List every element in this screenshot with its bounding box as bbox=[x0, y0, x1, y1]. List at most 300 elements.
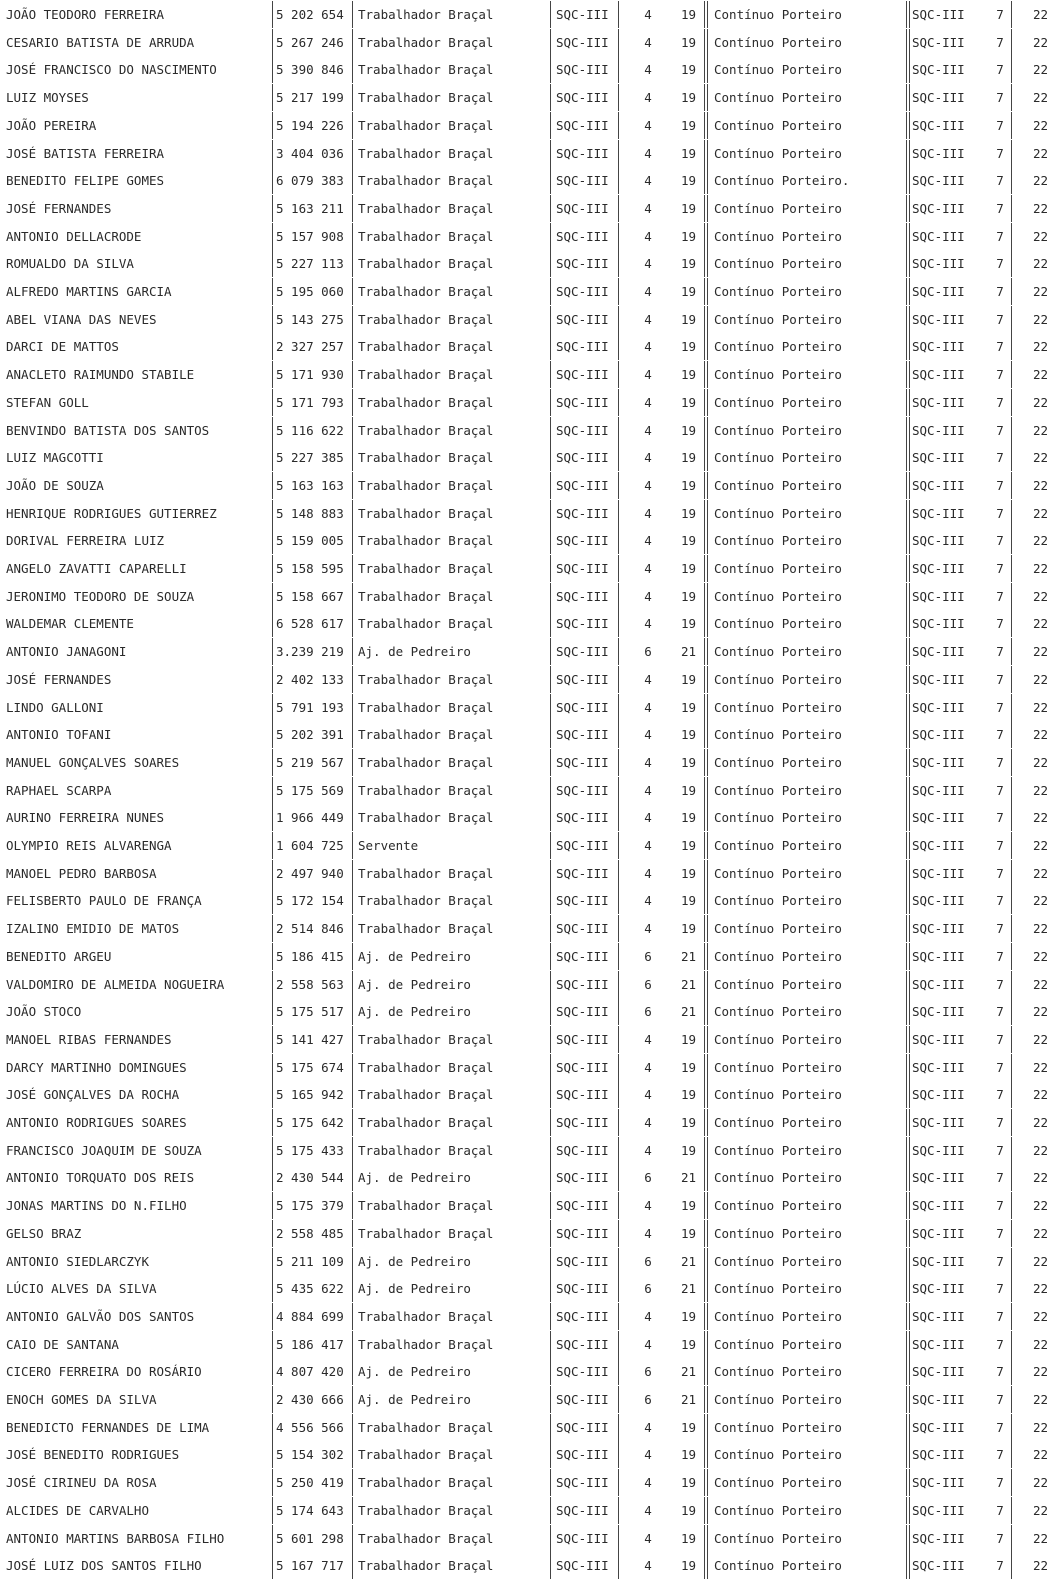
column-double-divider bbox=[906, 1386, 910, 1413]
column-divider bbox=[1011, 417, 1012, 444]
column-double-divider bbox=[906, 1248, 910, 1275]
former-reference: 19 bbox=[680, 90, 696, 106]
new-group: SQC-III bbox=[912, 200, 965, 216]
column-divider bbox=[618, 84, 619, 111]
former-group: SQC-III bbox=[556, 311, 609, 327]
former-group: SQC-III bbox=[556, 1170, 609, 1186]
former-role: Aj. de Pedreiro bbox=[358, 644, 471, 660]
former-level: 4 bbox=[644, 533, 652, 549]
table-row bbox=[0, 1081, 1057, 1108]
former-reference: 19 bbox=[680, 921, 696, 937]
column-double-divider bbox=[906, 1469, 910, 1496]
new-level: 7 bbox=[996, 90, 1004, 106]
registration-number: 5 250 419 bbox=[276, 1475, 344, 1491]
employee-name: DARCY MARTINHO DOMINGUES bbox=[6, 1059, 187, 1075]
table-row bbox=[0, 1386, 1057, 1413]
new-role: Contínuo Porteiro bbox=[714, 1142, 842, 1158]
new-group: SQC-III bbox=[912, 727, 965, 743]
registration-number: 5 175 379 bbox=[276, 1198, 344, 1214]
new-level: 7 bbox=[996, 173, 1004, 189]
former-level: 4 bbox=[644, 810, 652, 826]
former-role: Trabalhador Braçal bbox=[358, 616, 494, 632]
column-divider bbox=[550, 915, 551, 942]
former-group: SQC-III bbox=[556, 561, 609, 576]
column-divider bbox=[272, 915, 273, 942]
new-role: Contínuo Porteiro bbox=[714, 921, 842, 937]
column-double-divider bbox=[906, 444, 910, 471]
former-reference: 19 bbox=[680, 477, 696, 493]
new-level: 7 bbox=[996, 34, 1004, 50]
former-role: Trabalhador Braçal bbox=[358, 1447, 494, 1463]
column-divider bbox=[272, 29, 273, 56]
former-group: SQC-III bbox=[556, 810, 609, 826]
column-divider bbox=[1011, 638, 1012, 665]
new-group: SQC-III bbox=[912, 1253, 965, 1269]
column-divider bbox=[272, 583, 273, 610]
employee-name: WALDEMAR CLEMENTE bbox=[6, 616, 134, 632]
column-divider bbox=[618, 1331, 619, 1358]
table-row bbox=[0, 333, 1057, 360]
column-double-divider bbox=[906, 1552, 910, 1579]
column-divider bbox=[1011, 1248, 1012, 1275]
new-level: 7 bbox=[996, 311, 1004, 327]
column-divider bbox=[1011, 306, 1012, 333]
former-role: Trabalhador Braçal bbox=[358, 1031, 494, 1047]
column-divider bbox=[618, 167, 619, 194]
column-divider bbox=[352, 1137, 353, 1164]
former-role: Trabalhador Braçal bbox=[358, 7, 494, 22]
column-divider bbox=[352, 1552, 353, 1579]
column-divider bbox=[550, 860, 551, 887]
former-reference: 19 bbox=[680, 1059, 696, 1075]
column-divider bbox=[550, 998, 551, 1025]
new-level: 7 bbox=[996, 477, 1004, 493]
new-role: Contínuo Porteiro bbox=[714, 1031, 842, 1047]
new-group: SQC-III bbox=[912, 34, 965, 50]
former-group: SQC-III bbox=[556, 1281, 609, 1297]
new-role: Contínuo Porteiro bbox=[714, 117, 842, 133]
former-reference: 19 bbox=[680, 173, 696, 189]
employee-name: BENEDITO FELIPE GOMES bbox=[6, 173, 165, 189]
column-double-divider bbox=[704, 1552, 708, 1579]
former-role: Trabalhador Braçal bbox=[358, 1558, 494, 1574]
new-level: 7 bbox=[996, 1142, 1004, 1158]
column-divider bbox=[1011, 943, 1012, 970]
column-divider bbox=[550, 527, 551, 554]
column-divider bbox=[1011, 610, 1012, 637]
former-group: SQC-III bbox=[556, 1253, 609, 1269]
new-level: 7 bbox=[996, 1170, 1004, 1186]
new-group: SQC-III bbox=[912, 394, 965, 410]
column-divider bbox=[618, 112, 619, 139]
column-divider bbox=[618, 1054, 619, 1081]
column-divider bbox=[550, 1248, 551, 1275]
column-double-divider bbox=[906, 1331, 910, 1358]
new-group: SQC-III bbox=[912, 450, 965, 466]
former-role: Aj. de Pedreiro bbox=[358, 1004, 471, 1020]
column-double-divider bbox=[906, 694, 910, 721]
column-divider bbox=[550, 638, 551, 665]
column-double-divider bbox=[704, 583, 708, 610]
column-divider bbox=[272, 250, 273, 277]
new-group: SQC-III bbox=[912, 1419, 965, 1435]
former-role: Aj. de Pedreiro bbox=[358, 1392, 471, 1407]
column-divider bbox=[352, 694, 353, 721]
former-role: Aj. de Pedreiro bbox=[358, 1281, 471, 1297]
registration-number: 5 175 674 bbox=[276, 1059, 344, 1075]
former-level: 4 bbox=[644, 1198, 652, 1214]
new-level: 7 bbox=[996, 727, 1004, 743]
new-reference: 22 bbox=[1032, 1059, 1048, 1075]
new-role: Contínuo Porteiro bbox=[714, 838, 842, 853]
registration-number: 5 186 415 bbox=[276, 948, 344, 964]
employee-name: JOSÉ LUIZ DOS SANTOS FILHO bbox=[6, 1558, 202, 1574]
former-reference: 21 bbox=[680, 948, 696, 964]
new-level: 7 bbox=[996, 782, 1004, 798]
column-divider bbox=[1011, 1220, 1012, 1247]
registration-number: 2 497 940 bbox=[276, 865, 344, 881]
registration-number: 4 884 699 bbox=[276, 1308, 344, 1324]
new-reference: 22 bbox=[1032, 1364, 1048, 1380]
new-group: SQC-III bbox=[912, 782, 965, 798]
new-reference: 22 bbox=[1032, 893, 1048, 909]
former-group: SQC-III bbox=[556, 1558, 609, 1574]
column-divider bbox=[352, 389, 353, 416]
column-divider bbox=[272, 84, 273, 111]
former-level: 4 bbox=[644, 1142, 652, 1158]
column-divider bbox=[352, 1469, 353, 1496]
employee-name: MANUEL GONÇALVES SOARES bbox=[6, 754, 180, 770]
registration-number: 5 267 246 bbox=[276, 34, 344, 50]
employee-name: JOÃO DE SOUZA bbox=[6, 477, 104, 493]
registration-number: 5 175 433 bbox=[276, 1142, 344, 1158]
column-divider bbox=[1011, 555, 1012, 582]
former-role: Trabalhador Braçal bbox=[358, 311, 494, 327]
column-double-divider bbox=[906, 1303, 910, 1330]
column-divider bbox=[1011, 167, 1012, 194]
registration-number: 5 159 005 bbox=[276, 533, 344, 549]
new-reference: 22 bbox=[1032, 1530, 1048, 1546]
column-divider bbox=[272, 1469, 273, 1496]
table-row bbox=[0, 1469, 1057, 1496]
former-level: 4 bbox=[644, 754, 652, 770]
column-divider bbox=[550, 583, 551, 610]
column-divider bbox=[550, 1026, 551, 1053]
new-level: 7 bbox=[996, 1031, 1004, 1047]
former-reference: 19 bbox=[680, 505, 696, 521]
former-group: SQC-III bbox=[556, 588, 609, 604]
column-divider bbox=[272, 306, 273, 333]
column-divider bbox=[352, 1081, 353, 1108]
column-double-divider bbox=[906, 1497, 910, 1524]
new-role: Contínuo Porteiro bbox=[714, 754, 842, 770]
column-divider bbox=[352, 1220, 353, 1247]
new-role: Contínuo Porteiro bbox=[714, 1059, 842, 1075]
column-divider bbox=[272, 361, 273, 388]
new-reference: 22 bbox=[1032, 1031, 1048, 1047]
column-divider bbox=[1011, 804, 1012, 831]
new-reference: 22 bbox=[1032, 1170, 1048, 1186]
new-reference: 22 bbox=[1032, 477, 1048, 493]
new-level: 7 bbox=[996, 1419, 1004, 1435]
column-double-divider bbox=[906, 1358, 910, 1385]
employee-name: STEFAN GOLL bbox=[6, 394, 89, 410]
column-divider bbox=[550, 444, 551, 471]
column-divider bbox=[272, 777, 273, 804]
column-divider bbox=[272, 1192, 273, 1219]
former-group: SQC-III bbox=[556, 1475, 609, 1491]
new-level: 7 bbox=[996, 1392, 1004, 1407]
new-level: 7 bbox=[996, 1087, 1004, 1103]
column-divider bbox=[618, 361, 619, 388]
column-divider bbox=[1011, 832, 1012, 859]
former-reference: 19 bbox=[680, 1447, 696, 1463]
former-group: SQC-III bbox=[556, 284, 609, 299]
new-role: Contínuo Porteiro bbox=[714, 1281, 842, 1297]
column-divider bbox=[352, 998, 353, 1025]
new-role: Contínuo Porteiro bbox=[714, 1198, 842, 1214]
new-group: SQC-III bbox=[912, 284, 965, 299]
column-divider bbox=[272, 804, 273, 831]
employee-name: ROMUALDO DA SILVA bbox=[6, 256, 134, 272]
former-reference: 19 bbox=[680, 1419, 696, 1435]
employee-name: JOÃO PEREIRA bbox=[6, 117, 97, 133]
column-double-divider bbox=[704, 306, 708, 333]
column-divider bbox=[1011, 1386, 1012, 1413]
new-reference: 22 bbox=[1032, 1475, 1048, 1491]
table-row bbox=[0, 1248, 1057, 1275]
column-divider bbox=[352, 167, 353, 194]
column-divider bbox=[618, 278, 619, 305]
column-divider bbox=[352, 112, 353, 139]
former-reference: 19 bbox=[680, 1502, 696, 1518]
former-level: 4 bbox=[644, 173, 652, 189]
new-group: SQC-III bbox=[912, 616, 965, 632]
column-divider bbox=[272, 998, 273, 1025]
former-reference: 19 bbox=[680, 1336, 696, 1352]
column-double-divider bbox=[704, 250, 708, 277]
former-reference: 19 bbox=[680, 339, 696, 355]
employee-name: JOSÉ BATISTA FERREIRA bbox=[6, 145, 165, 161]
column-divider bbox=[352, 1054, 353, 1081]
column-divider bbox=[618, 1552, 619, 1579]
former-group: SQC-III bbox=[556, 1447, 609, 1463]
column-double-divider bbox=[704, 1275, 708, 1302]
new-group: SQC-III bbox=[912, 477, 965, 493]
former-group: SQC-III bbox=[556, 533, 609, 549]
former-role: Trabalhador Braçal bbox=[358, 1198, 494, 1214]
column-divider bbox=[272, 1164, 273, 1191]
new-level: 7 bbox=[996, 200, 1004, 216]
column-divider bbox=[550, 1525, 551, 1552]
column-double-divider bbox=[704, 1220, 708, 1247]
new-level: 7 bbox=[996, 671, 1004, 687]
former-group: SQC-III bbox=[556, 671, 609, 687]
column-divider bbox=[618, 777, 619, 804]
employee-name: JOSÉ BENEDITO RODRIGUES bbox=[6, 1447, 180, 1463]
new-group: SQC-III bbox=[912, 1281, 965, 1297]
former-role: Trabalhador Braçal bbox=[358, 782, 494, 798]
new-group: SQC-III bbox=[912, 921, 965, 937]
former-group: SQC-III bbox=[556, 256, 609, 272]
column-divider bbox=[618, 1220, 619, 1247]
column-double-divider bbox=[704, 915, 708, 942]
former-role: Trabalhador Braçal bbox=[358, 1308, 494, 1324]
column-divider bbox=[1011, 1054, 1012, 1081]
new-role: Contínuo Porteiro bbox=[714, 561, 842, 576]
column-divider bbox=[352, 527, 353, 554]
column-divider bbox=[618, 389, 619, 416]
column-divider bbox=[352, 1275, 353, 1302]
column-divider bbox=[1011, 1164, 1012, 1191]
new-group: SQC-III bbox=[912, 1142, 965, 1158]
column-double-divider bbox=[704, 1026, 708, 1053]
former-level: 4 bbox=[644, 117, 652, 133]
column-double-divider bbox=[704, 389, 708, 416]
new-reference: 22 bbox=[1032, 145, 1048, 161]
column-divider bbox=[618, 444, 619, 471]
column-double-divider bbox=[906, 278, 910, 305]
column-divider bbox=[272, 1275, 273, 1302]
former-level: 6 bbox=[644, 1170, 652, 1186]
column-double-divider bbox=[704, 694, 708, 721]
column-double-divider bbox=[704, 1164, 708, 1191]
employee-name: CICERO FERREIRA DO ROSÁRIO bbox=[6, 1364, 202, 1380]
former-group: SQC-III bbox=[556, 838, 609, 853]
new-level: 7 bbox=[996, 533, 1004, 549]
column-divider bbox=[272, 1054, 273, 1081]
column-divider bbox=[550, 943, 551, 970]
employee-name: ANTONIO TOFANI bbox=[6, 727, 112, 743]
former-level: 4 bbox=[644, 1308, 652, 1324]
column-divider bbox=[550, 1109, 551, 1136]
new-level: 7 bbox=[996, 644, 1004, 660]
new-reference: 22 bbox=[1032, 284, 1048, 299]
column-divider bbox=[618, 223, 619, 250]
new-reference: 22 bbox=[1032, 533, 1048, 549]
former-level: 4 bbox=[644, 1502, 652, 1518]
new-group: SQC-III bbox=[912, 1558, 965, 1574]
former-group: SQC-III bbox=[556, 699, 609, 715]
new-reference: 22 bbox=[1032, 921, 1048, 937]
table-row bbox=[0, 666, 1057, 693]
new-group: SQC-III bbox=[912, 173, 965, 189]
column-divider bbox=[272, 417, 273, 444]
column-divider bbox=[550, 721, 551, 748]
former-role: Trabalhador Braçal bbox=[358, 1530, 494, 1546]
new-role: Contínuo Porteiro bbox=[714, 1225, 842, 1241]
employee-name: MANOEL PEDRO BARBOSA bbox=[6, 865, 157, 881]
former-role: Trabalhador Braçal bbox=[358, 533, 494, 549]
column-divider bbox=[618, 971, 619, 998]
column-double-divider bbox=[704, 1497, 708, 1524]
new-level: 7 bbox=[996, 948, 1004, 964]
former-group: SQC-III bbox=[556, 865, 609, 881]
new-group: SQC-III bbox=[912, 256, 965, 272]
new-role: Contínuo Porteiro bbox=[714, 727, 842, 743]
former-group: SQC-III bbox=[556, 62, 609, 78]
column-divider bbox=[618, 1026, 619, 1053]
registration-number: 5 163 163 bbox=[276, 477, 344, 493]
table-row bbox=[0, 971, 1057, 998]
new-group: SQC-III bbox=[912, 865, 965, 881]
registration-number: 2 558 485 bbox=[276, 1225, 344, 1241]
employee-name: DORIVAL FERREIRA LUIZ bbox=[6, 533, 165, 549]
column-divider bbox=[352, 500, 353, 527]
registration-number: 5 227 113 bbox=[276, 256, 344, 272]
registration-number: 5 141 427 bbox=[276, 1031, 344, 1047]
new-group: SQC-III bbox=[912, 1502, 965, 1518]
column-double-divider bbox=[906, 112, 910, 139]
new-group: SQC-III bbox=[912, 1225, 965, 1241]
column-divider bbox=[618, 666, 619, 693]
new-role: Contínuo Porteiro bbox=[714, 782, 842, 798]
former-group: SQC-III bbox=[556, 339, 609, 355]
new-level: 7 bbox=[996, 394, 1004, 410]
column-divider bbox=[618, 250, 619, 277]
employee-name: JOÃO TEODORO FERREIRA bbox=[6, 7, 165, 22]
former-level: 4 bbox=[644, 1087, 652, 1103]
column-double-divider bbox=[704, 721, 708, 748]
table-row bbox=[0, 1331, 1057, 1358]
column-divider bbox=[618, 417, 619, 444]
column-divider bbox=[1011, 1497, 1012, 1524]
new-role: Contínuo Porteiro bbox=[714, 200, 842, 216]
former-level: 4 bbox=[644, 1419, 652, 1435]
column-divider bbox=[352, 1386, 353, 1413]
new-reference: 22 bbox=[1032, 644, 1048, 660]
former-reference: 19 bbox=[680, 1198, 696, 1214]
column-double-divider bbox=[704, 1, 708, 28]
column-divider bbox=[550, 1, 551, 28]
former-group: SQC-III bbox=[556, 1004, 609, 1020]
column-divider bbox=[550, 361, 551, 388]
column-double-divider bbox=[906, 1164, 910, 1191]
former-group: SQC-III bbox=[556, 727, 609, 743]
employee-name: MANOEL RIBAS FERNANDES bbox=[6, 1031, 172, 1047]
column-divider bbox=[1011, 1525, 1012, 1552]
table-row bbox=[0, 29, 1057, 56]
employee-name: LUIZ MAGCOTTI bbox=[6, 450, 104, 466]
column-divider bbox=[550, 84, 551, 111]
column-divider bbox=[1011, 112, 1012, 139]
former-level: 4 bbox=[644, 865, 652, 881]
employee-name: ANTONIO SIEDLARCZYK bbox=[6, 1253, 149, 1269]
column-double-divider bbox=[704, 1469, 708, 1496]
column-divider bbox=[1011, 1026, 1012, 1053]
column-divider bbox=[618, 1303, 619, 1330]
employee-name: JOSÉ FERNANDES bbox=[6, 200, 112, 216]
column-double-divider bbox=[704, 527, 708, 554]
column-divider bbox=[272, 1, 273, 28]
employee-name: BENEDITO ARGEU bbox=[6, 948, 112, 964]
column-divider bbox=[272, 749, 273, 776]
employee-name: FELISBERTO PAULO DE FRANÇA bbox=[6, 893, 202, 909]
column-divider bbox=[352, 1, 353, 28]
new-group: SQC-III bbox=[912, 1198, 965, 1214]
former-group: SQC-III bbox=[556, 976, 609, 992]
column-double-divider bbox=[906, 472, 910, 499]
column-divider bbox=[352, 583, 353, 610]
new-reference: 22 bbox=[1032, 7, 1048, 22]
column-double-divider bbox=[704, 29, 708, 56]
column-divider bbox=[1011, 860, 1012, 887]
former-level: 4 bbox=[644, 422, 652, 438]
former-group: SQC-III bbox=[556, 1142, 609, 1158]
employee-name: FRANCISCO JOAQUIM DE SOUZA bbox=[6, 1142, 202, 1158]
employee-name: DARCI DE MATTOS bbox=[6, 339, 119, 355]
registration-number: 5 601 298 bbox=[276, 1530, 344, 1546]
